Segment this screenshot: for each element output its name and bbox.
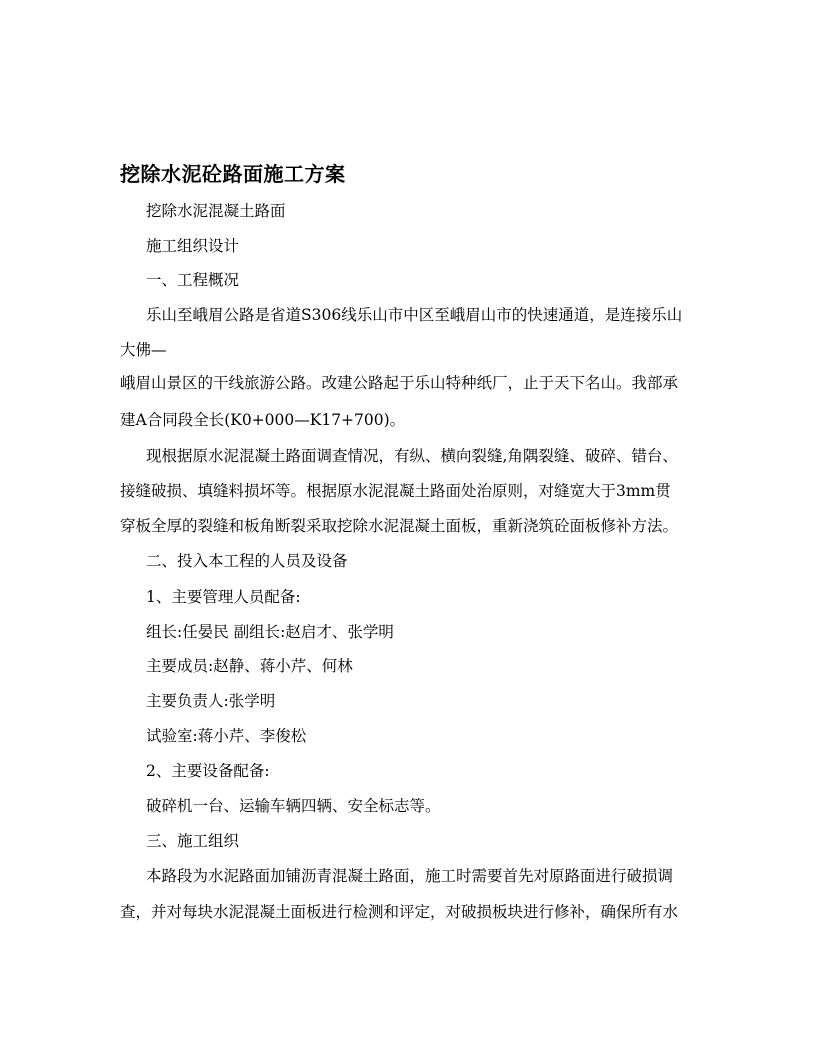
staff-line: 主要负责人:张学明 bbox=[146, 692, 276, 710]
paragraph-line: 建A合同段全长(K0+000—K17+700)。 bbox=[120, 411, 406, 429]
equipment-line: 破碎机一台、运输车辆四辆、安全标志等。 bbox=[146, 797, 441, 815]
staff-line: 组长:任晏民 副组长:赵启才、张学明 bbox=[146, 623, 394, 641]
paragraph-line: 本路段为水泥路面加铺沥青混凝土路面，施工时需要首先对原路面进行破损调 bbox=[146, 867, 674, 885]
subtitle-line: 挖除水泥混凝土路面 bbox=[146, 202, 286, 220]
subsection-heading: 1、主要管理人员配备: bbox=[146, 588, 301, 606]
paragraph-line: 查，并对每块水泥混凝土面板进行检测和评定，对破损板块进行修补，确保所有水 bbox=[120, 903, 679, 921]
subtitle-line: 施工组织设计 bbox=[146, 237, 240, 255]
subsection-heading: 2、主要设备配备: bbox=[146, 762, 270, 780]
section-heading: 三、施工组织 bbox=[146, 832, 240, 850]
paragraph-line: 乐山至峨眉公路是省道S306线乐山市中区至峨眉山市的快速通道，是连接乐山 bbox=[146, 306, 683, 324]
paragraph-line: 峨眉山景区的干线旅游公路。改建公路起于乐山特种纸厂，止于天下名山。我部承 bbox=[120, 374, 679, 392]
paragraph-line: 现根据原水泥混凝土路面调查情况，有纵、横向裂缝,角隅裂缝、破碎、错台、 bbox=[146, 447, 678, 465]
section-heading: 二、投入本工程的人员及设备 bbox=[146, 552, 348, 570]
paragraph-line: 接缝破损、填缝料损坏等。根据原水泥混凝土路面处治原则，对缝宽大于3mm贯 bbox=[120, 482, 671, 500]
staff-line: 主要成员:赵静、蒋小芹、何林 bbox=[146, 657, 353, 675]
paragraph-line: 穿板全厚的裂缝和板角断裂采取挖除水泥混凝土面板，重新浇筑砼面板修补方法。 bbox=[120, 517, 679, 535]
paragraph-line: 大佛— bbox=[120, 341, 167, 359]
section-heading: 一、工程概况 bbox=[146, 271, 240, 289]
document-title: 挖除水泥砼路面施工方案 bbox=[120, 162, 346, 186]
staff-line: 试验室:蒋小芹、李俊松 bbox=[146, 727, 307, 745]
